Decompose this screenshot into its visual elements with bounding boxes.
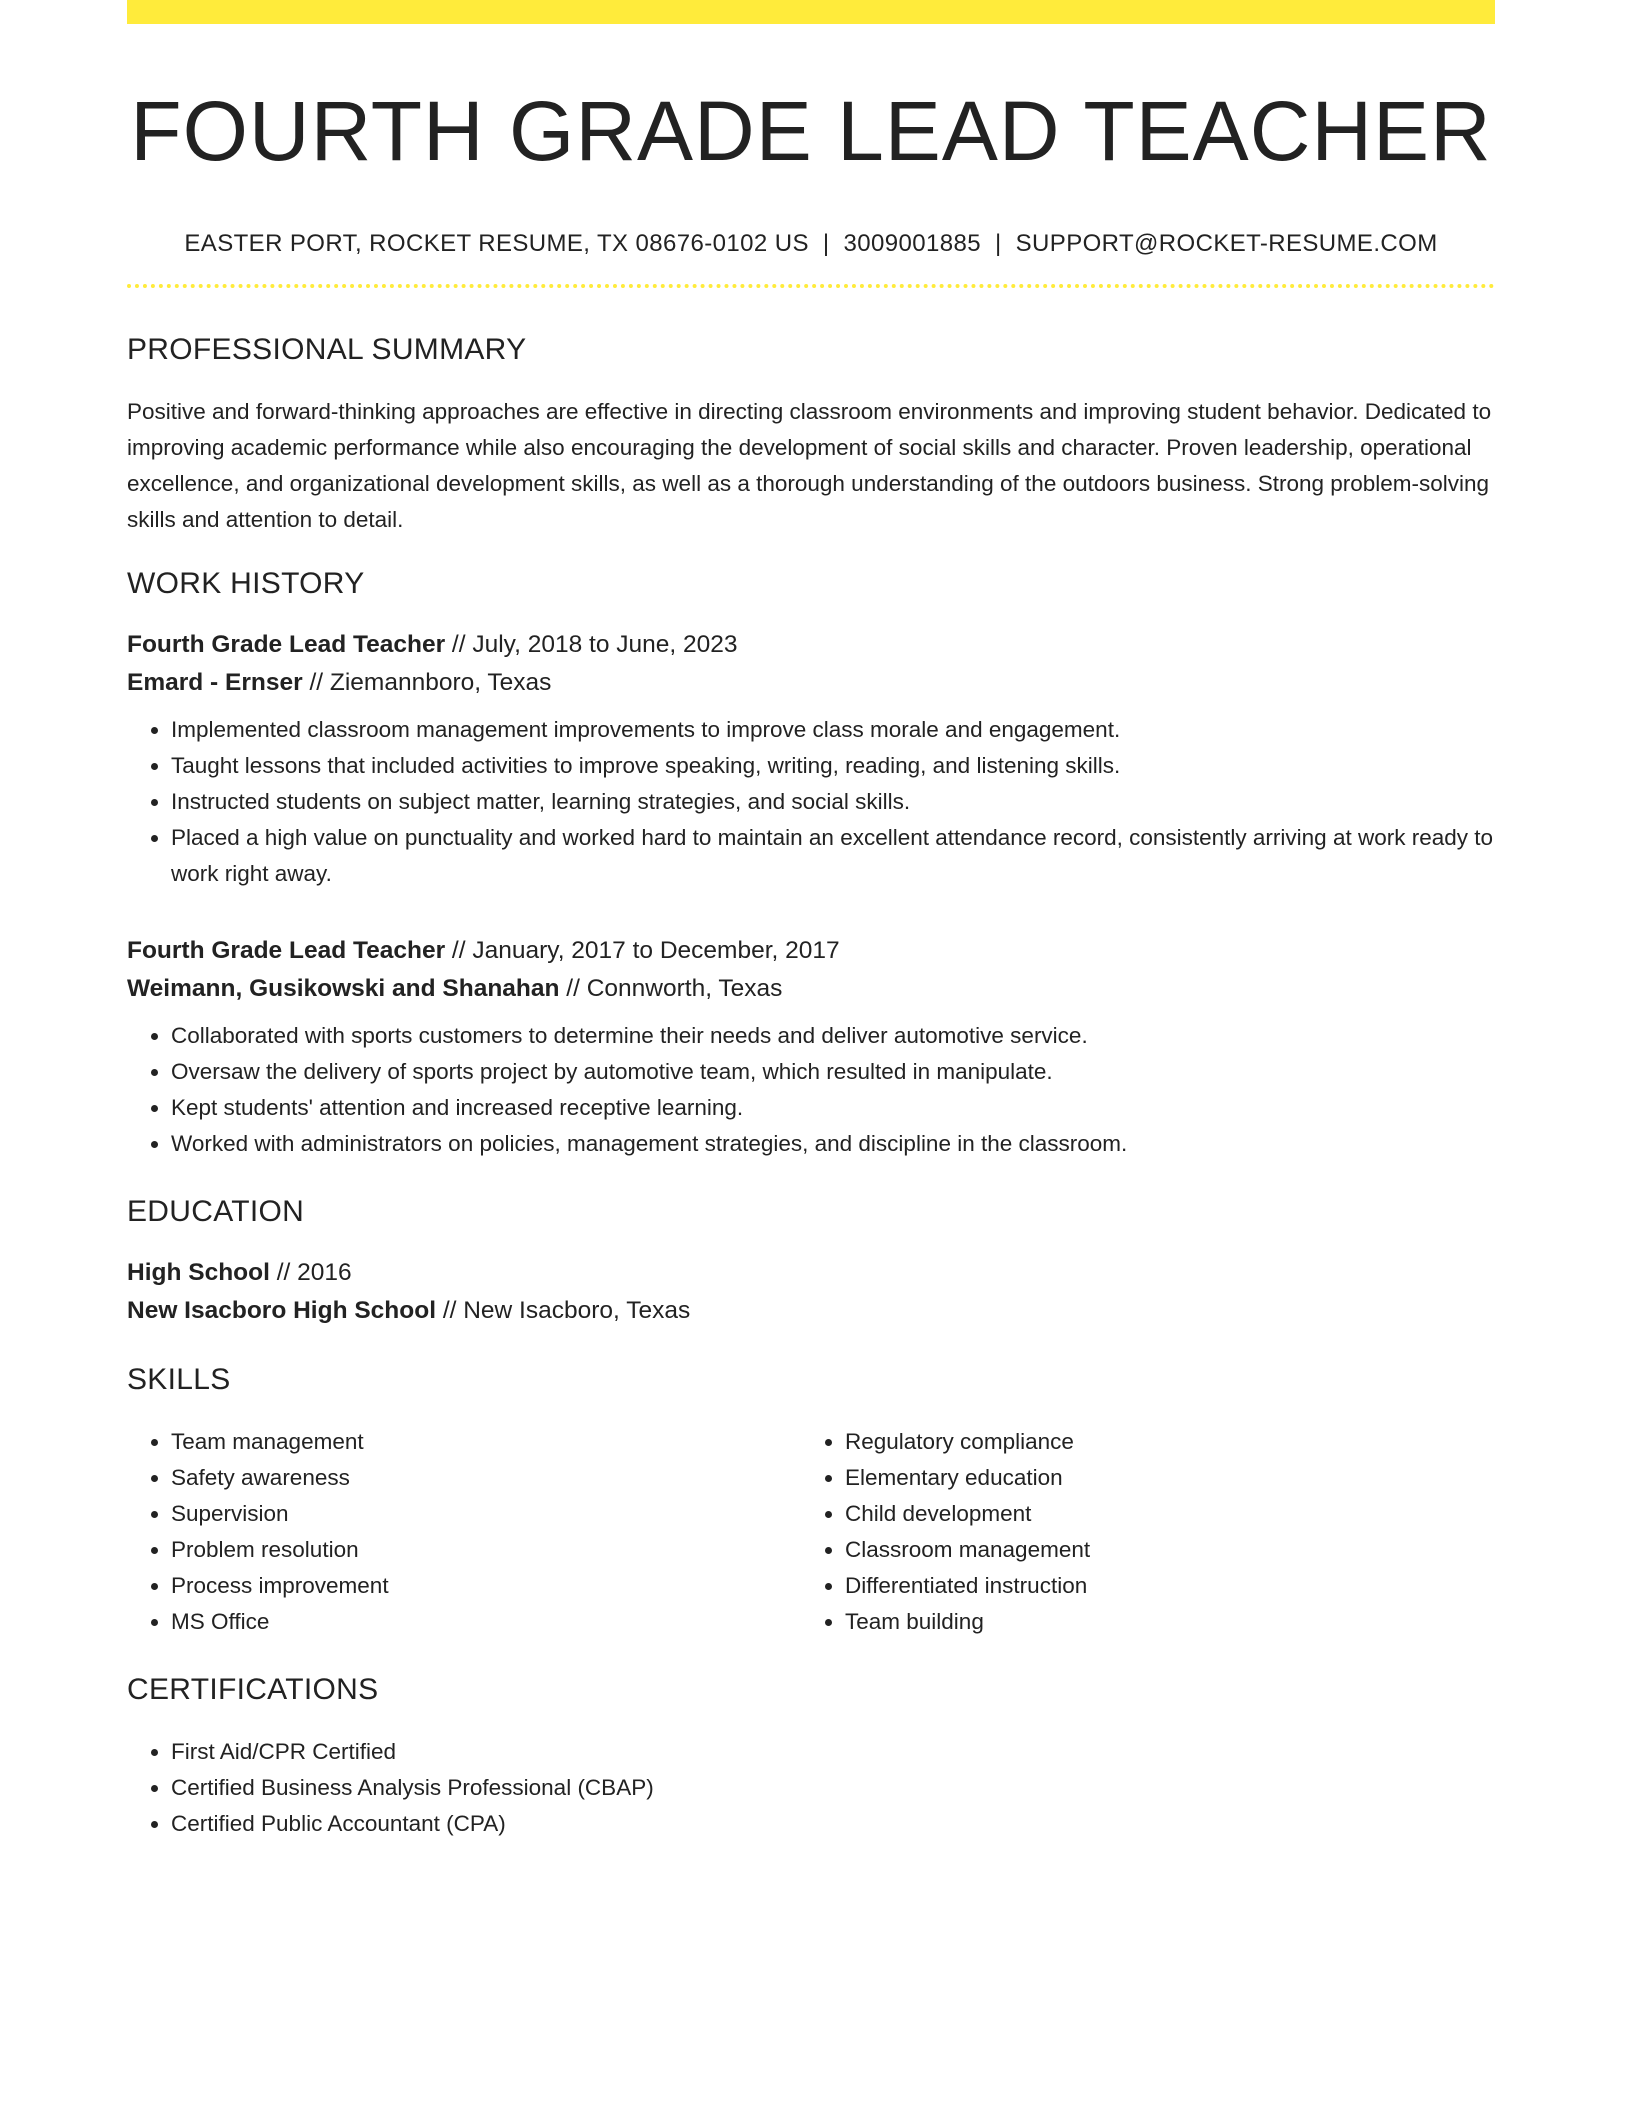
list-item: • Taught lessons that included activities to improve speaking, writing, reading, and listening skills. [171, 748, 1495, 784]
job-company: Weimann, Gusikowski and Shanahan [127, 975, 560, 1002]
job-company-line [127, 664, 1495, 702]
dotted-divider [127, 284, 1495, 288]
job-company-line [127, 970, 1495, 1008]
list-item: • Problem resolution [171, 1532, 801, 1568]
education-entry [127, 1254, 1495, 1330]
list-item: • Collaborated with sports customers to determine their needs and deliver automotive service. [171, 1018, 1495, 1054]
education-degree-line [127, 1254, 1495, 1292]
list-item: • Child development [845, 1496, 1475, 1532]
list-item: • Safety awareness [171, 1460, 801, 1496]
skills-left-column [127, 1424, 801, 1640]
list-item: • Certified Public Accountant (CPA) [171, 1806, 1495, 1842]
list-item: • Supervision [171, 1496, 801, 1532]
list-item: • MS Office [171, 1604, 801, 1640]
education-year: // 2016 [269, 1259, 352, 1286]
job-location: // Connworth, Texas [559, 975, 783, 1002]
list-item: • Kept students' attention and increased receptive learning. [171, 1090, 1495, 1126]
summary-heading: PROFESSIONAL SUMMARY [127, 333, 527, 366]
job-role: Fourth Grade Lead Teacher [127, 631, 446, 658]
job-title-line [127, 626, 1495, 664]
list-item: • First Aid/CPR Certified [171, 1734, 1495, 1770]
list-item: • Differentiated instruction [845, 1568, 1475, 1604]
list-item: • Process improvement [171, 1568, 801, 1604]
job-dates: // July, 2018 to June, 2023 [445, 631, 738, 658]
resume-content [127, 0, 1495, 1842]
certifications-heading: CERTIFICATIONS [127, 1673, 379, 1706]
list-item: • Worked with administrators on policies, management strategies, and discipline in the classroom. [171, 1126, 1495, 1162]
job-company: Emard - Ernser [127, 669, 303, 696]
list-item: • Certified Business Analysis Professional (CBAP) [171, 1770, 1495, 1806]
list-item: • Oversaw the delivery of sports project by automotive team, which resulted in manipulate. [171, 1054, 1495, 1090]
contact-separator: | [995, 230, 1002, 257]
list-item: • Placed a high value on punctuality and worked hard to maintain an excellent attendance record, consistently arriving at work ready to work right away. [171, 820, 1495, 892]
work-history-heading: WORK HISTORY [127, 567, 365, 600]
job-entry [127, 626, 1495, 892]
contact-line [127, 228, 1495, 260]
list-item: • Team building [845, 1604, 1475, 1640]
skills-right-column [801, 1424, 1475, 1640]
contact-email: SUPPORT@ROCKET-RESUME.COM [1015, 230, 1438, 257]
job-role: Fourth Grade Lead Teacher [127, 937, 446, 964]
job-dates: // January, 2017 to December, 2017 [445, 937, 840, 964]
job-bullets [127, 1018, 1495, 1162]
candidate-name: FOURTH GRADE LEAD TEACHER [130, 84, 1492, 178]
list-item: • Regulatory compliance [845, 1424, 1475, 1460]
skills-heading: SKILLS [127, 1363, 231, 1396]
job-bullets [127, 712, 1495, 892]
contact-separator: | [822, 230, 830, 257]
job-title-line [127, 932, 1495, 970]
contact-phone: 3009001885 [843, 230, 981, 257]
skills-columns [127, 1424, 1495, 1640]
education-degree: High School [127, 1259, 270, 1286]
certifications-list [127, 1734, 1495, 1842]
job-entry [127, 932, 1495, 1162]
education-heading: EDUCATION [127, 1195, 305, 1228]
summary-text: Positive and forward-thinking approaches are effective in directing classroom environments and improving student behavior. Dedicated to improving academic performance while also encouraging the development of social skills and character. Proven leadership, operational excellence, and organizational development skills, as well as a thorough understanding of the outdoors business. Strong problem-solving skills and attention to detail. [127, 399, 1492, 532]
contact-address: EASTER PORT, ROCKET RESUME, TX 08676-0102 US [184, 230, 809, 257]
education-location: // New Isacboro, Texas [436, 1297, 691, 1324]
education-school-line [127, 1292, 1495, 1330]
education-school: New Isacboro High School [127, 1297, 437, 1324]
job-location: // Ziemannboro, Texas [302, 669, 552, 696]
list-item: • Implemented classroom management improvements to improve class morale and engagement. [171, 712, 1495, 748]
list-item: • Elementary education [845, 1460, 1475, 1496]
list-item: • Instructed students on subject matter, learning strategies, and social skills. [171, 784, 1495, 820]
list-item: • Classroom management [845, 1532, 1475, 1568]
list-item: • Team management [171, 1424, 801, 1460]
